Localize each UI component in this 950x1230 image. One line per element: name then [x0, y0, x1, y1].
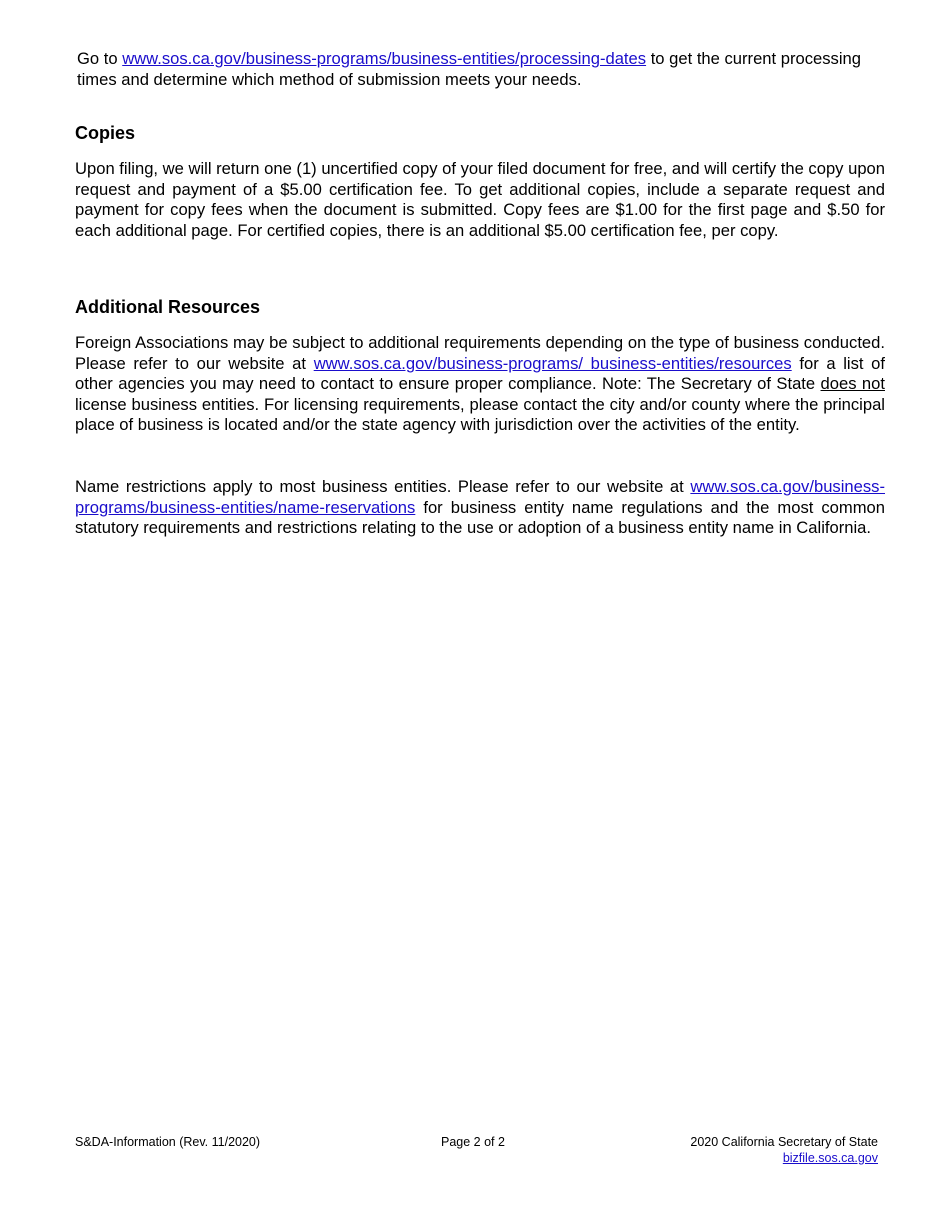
- name-restrictions-end: for business entity name regulations and the most common statutory requirements and restrictions relating to the use or adoption of a business entity name in California.: [75, 497, 885, 537]
- footer-website-link[interactable]: bizfile.sos.ca.gov: [782, 1151, 878, 1165]
- processing-paragraph: [77, 49, 887, 90]
- footer-right-block: [690, 1134, 878, 1166]
- foreign-associations-paragraph: [75, 333, 885, 436]
- footer-page-number: Page 2 of 2: [441, 1135, 505, 1149]
- processing-suffix: to get the current processing times and determine which method of submission meets your needs.: [77, 49, 861, 89]
- additional-resources-heading: Additional Resources: [75, 297, 261, 317]
- does-not-emphasis: does not: [820, 374, 885, 393]
- footer-form-id: S&DA-Information (Rev. 11/2020): [75, 1135, 261, 1149]
- processing-prefix: Go to: [77, 49, 123, 68]
- name-restrictions-intro: Name restrictions apply to most business entities. Please refer to our website at: [75, 477, 691, 496]
- foreign-associations-end: license business entities. For licensing requirements, please contact the city and/or county where the principal place of business is located and/or the state agency with jurisdiction over the activities of the entity.: [75, 394, 885, 434]
- copies-heading: Copies: [75, 123, 136, 143]
- name-restrictions-paragraph: [75, 477, 885, 539]
- processing-dates-link[interactable]: www.sos.ca.gov/business-programs/business-entities/processing-dates: [122, 49, 647, 68]
- foreign-associations-intro: Foreign Associations may be subject to additional requirements depending on the type of business conducted. Please refer to our website at: [75, 333, 885, 373]
- foreign-associations-mid: for a list of other agencies you may need to contact to ensure proper compliance. Note: The Secretary of State: [75, 353, 886, 393]
- footer-copyright: 2020 California Secretary of State: [690, 1135, 878, 1149]
- resources-link[interactable]: www.sos.ca.gov/business-programs/ business-entities/resources: [313, 353, 792, 373]
- name-reservations-link[interactable]: www.sos.ca.gov/business-programs/business-entities/name-reservations: [75, 477, 885, 517]
- copies-paragraph: Upon filing, we will return one (1) uncertified copy of your filed document for free, and will certify the copy upon request and payment of a $5.00 certification fee. To get additional copies, include a separate request and payment for copy fees when the document is submitted. Copy fees are $1.00 for the first page and $.50 for each additional page. For certified copies, there is an additional $5.00 certification fee, per copy.: [75, 159, 885, 240]
